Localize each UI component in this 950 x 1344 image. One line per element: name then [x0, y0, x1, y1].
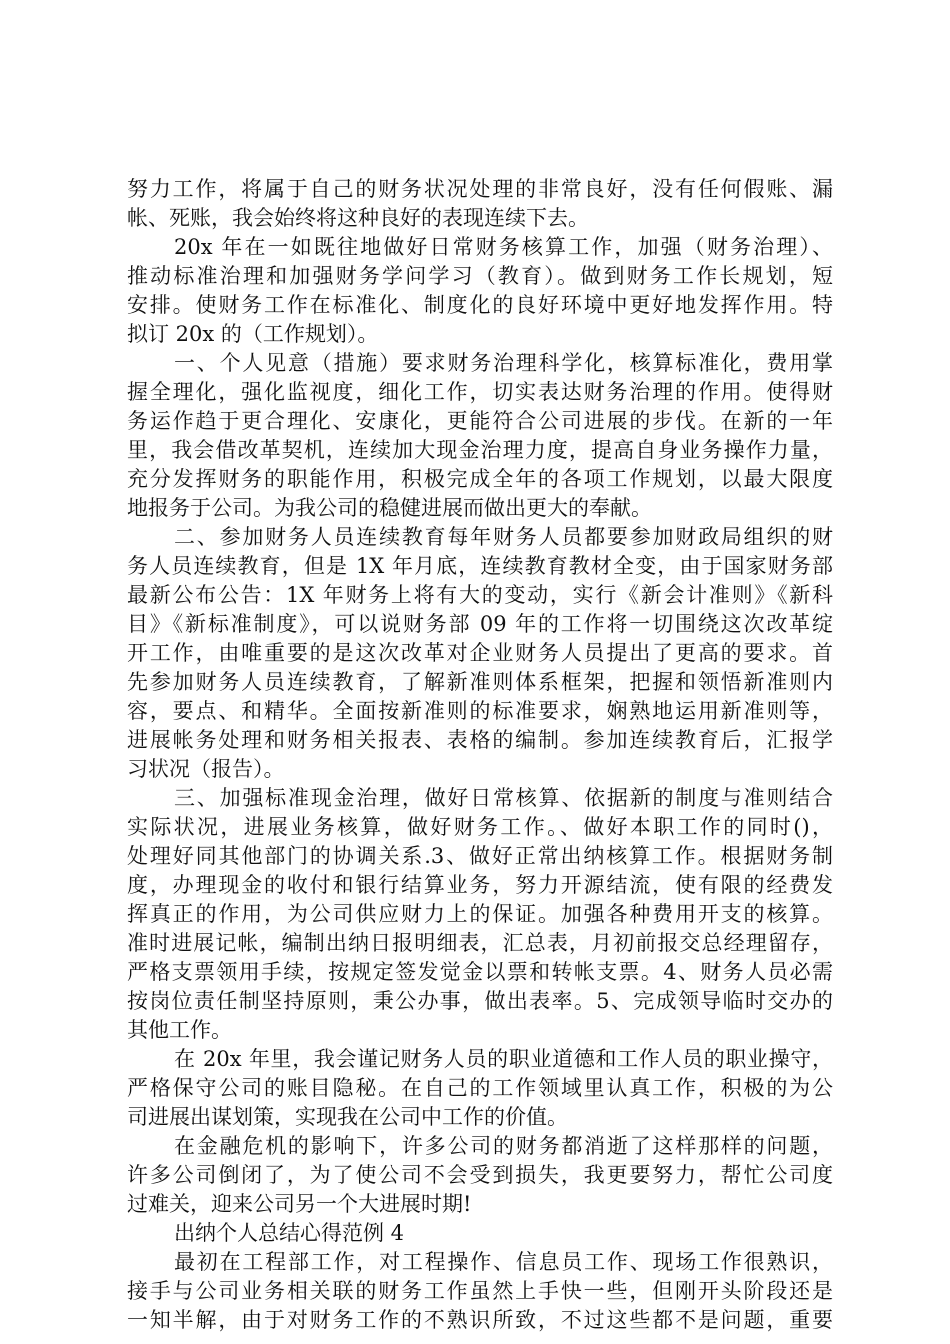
text-line: 最新公布公告：1X 年财务上将有大的变动，实行《新会计准则》《新科 [127, 583, 833, 607]
text-line: 过难关，迎来公司另一个大进展时期! [127, 1192, 472, 1216]
text-line: 严格支票领用手续，按规定签发觉金以票和转帐支票。4、财务人员必需 [127, 960, 833, 984]
text-line: 三、加强标准现金治理，做好日常核算、依据新的制度与准则结合 [174, 786, 833, 810]
text-line: 20x 年在一如既往地做好日常财务核算工作，加强（财务治理）、 [174, 235, 833, 259]
text-line: 许多公司倒闭了，为了使公司不会受到损失，我更要努力，帮忙公司度 [127, 1163, 833, 1187]
text-line: 在 20x 年里，我会谨记财务人员的职业道德和工作人员的职业操守， [174, 1047, 833, 1071]
text-line: 接手与公司业务相关联的财务工作虽然上手快一些，但刚开头阶段还是 [127, 1279, 833, 1303]
text-line: 出纳个人总结心得范例 4 [174, 1221, 405, 1245]
text-line: 严格保守公司的账目隐秘。在自己的工作领域里认真工作，积极的为公 [127, 1076, 833, 1100]
text-line: 推动标准治理和加强财务学问学习（教育）。做到财务工作长规划，短 [127, 264, 833, 288]
text-line: 先参加财务人员连续教育，了解新准则体系框架，把握和领悟新准则内 [127, 670, 833, 694]
text-line: 准时进展记帐，编制出纳日报明细表，汇总表，月初前报交总经理留存， [127, 931, 833, 955]
text-line: 二、参加财务人员连续教育每年财务人员都要参加财政局组织的财 [174, 525, 833, 549]
text-line: 安排。使财务工作在标准化、制度化的良好环境中更好地发挥作用。特 [127, 293, 833, 317]
text-line: 目》《新标准制度》，可以说财务部 09 年的工作将一切围绕这次改革绽 [127, 612, 833, 636]
text-line: 拟订 20x 的（工作规划）。 [127, 322, 379, 346]
text-line: 其他工作。 [127, 1018, 232, 1042]
text-line: 务人员连续教育，但是 1X 年月底，连续教育教材全变，由于国家财务部 [127, 554, 833, 578]
text-line: 握全理化，强化监视度，细化工作，切实表达财务治理的作用。使得财 [127, 380, 833, 404]
text-line: 在金融危机的影响下，许多公司的财务都消逝了这样那样的问题， [174, 1134, 833, 1158]
text-line: 按岗位责任制坚持原则，秉公办事，做出表率。5、完成领导临时交办的 [127, 989, 833, 1013]
text-line: 处理好同其他部门的协调关系.3、做好正常出纳核算工作。根据财务制 [127, 844, 833, 868]
text-line: 充分发挥财务的职能作用，积极完成全年的各项工作规划，以最大限度 [127, 467, 833, 491]
text-line: 最初在工程部工作，对工程操作、信息员工作、现场工作很熟识， [174, 1250, 833, 1274]
text-line: 地报务于公司。为我公司的稳健进展而做出更大的奉献。 [127, 496, 652, 520]
text-line: 一知半解，由于对财务工作的不熟识所致，不过这些都不是问题，重要 [127, 1308, 833, 1332]
text-line: 容，要点、和精华。全面按新准则的标准要求，娴熟地运用新准则等， [127, 699, 833, 723]
text-line: 习状况（报告）。 [127, 757, 285, 781]
text-line: 帐、死账，我会始终将这种良好的表现连续下去。 [127, 206, 589, 230]
text-line: 务运作趋于更合理化、安康化，更能符合公司进展的步伐。在新的一年 [127, 409, 833, 433]
text-line: 挥真正的作用，为公司供应财力上的保证。加强各种费用开支的核算。 [127, 902, 833, 926]
text-line: 度，办理现金的收付和银行结算业务，努力开源结流，使有限的经费发 [127, 873, 833, 897]
text-line: 司进展出谋划策，实现我在公司中工作的价值。 [127, 1105, 568, 1129]
text-line: 努力工作，将属于自己的财务状况处理的非常良好，没有任何假账、漏 [127, 177, 833, 201]
document-body [127, 175, 833, 1335]
text-line: 里，我会借改革契机，连续加大现金治理力度，提高自身业务操作力量， [127, 438, 833, 462]
text-line: 一、个人见意（措施）要求财务治理科学化，核算标准化，费用掌 [174, 351, 833, 375]
text-line: 开工作，由唯重要的是这次改革对企业财务人员提出了更高的要求。首 [127, 641, 833, 665]
text-line: 进展帐务处理和财务相关报表、表格的编制。参加连续教育后，汇报学 [127, 728, 833, 752]
text-line: 实际状况，进展业务核算，做好财务工作。、做好本职工作的同时()， [127, 815, 833, 839]
